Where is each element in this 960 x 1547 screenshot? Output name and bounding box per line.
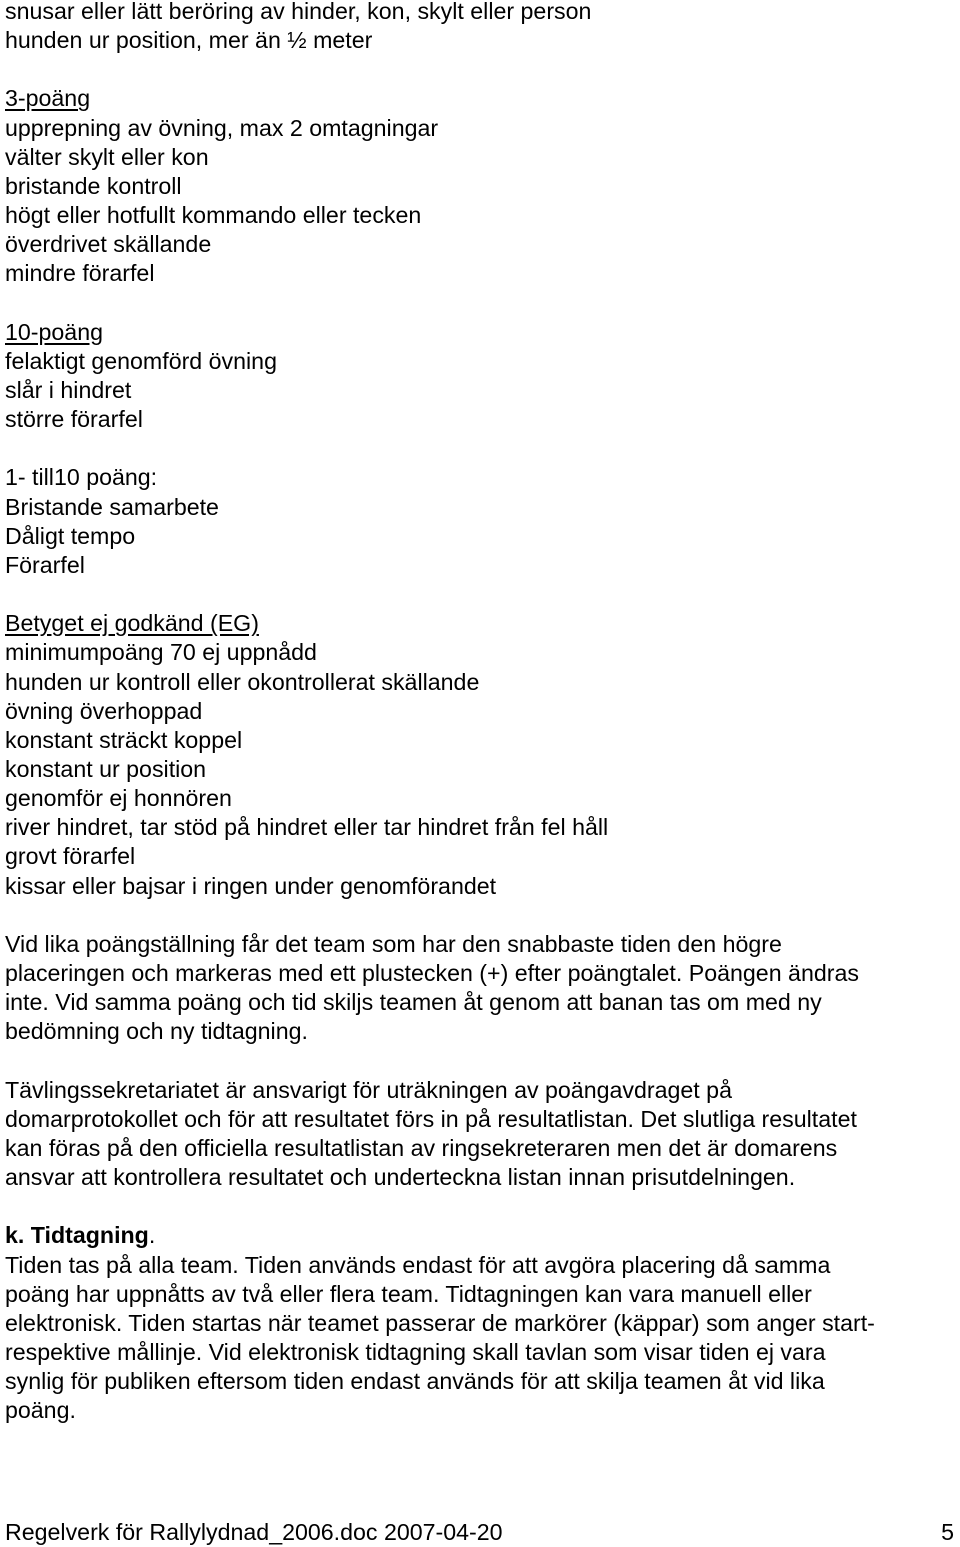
document-page <box>5 0 955 1426</box>
list-item: minimumpoäng 70 ej uppnådd <box>5 639 317 666</box>
list-item: större förarfel <box>5 406 143 433</box>
paragraph-line: inte. Vid samma poäng och tid skiljs teamen åt genom att banan tas om med ny <box>5 989 822 1016</box>
spacer <box>5 580 955 609</box>
list-item: kissar eller bajsar i ringen under genomförandet <box>5 872 497 899</box>
list-item: grovt förarfel <box>5 843 136 870</box>
paragraph-line: ansvar att kontrollera resultatet och underteckna listan innan prisutdelningen. <box>5 1164 796 1191</box>
intro-line: hunden ur position, mer än ½ meter <box>5 27 373 54</box>
list-item: slår i hindret <box>5 377 132 403</box>
list-item: bristande kontroll <box>5 172 182 199</box>
heading-suffix: . <box>148 1222 156 1249</box>
list-item: mindre förarfel <box>5 260 155 287</box>
section-heading-1-till-10: 1- till10 poäng: <box>5 464 158 491</box>
paragraph-line: Tiden tas på alla team. Tiden används endast för att avgöra placering då samma <box>5 1251 831 1278</box>
list-item: högt eller hotfullt kommando eller tecken <box>5 202 422 229</box>
heading-text: k. Tidtagning <box>5 1222 149 1249</box>
spacer <box>5 1047 955 1076</box>
paragraph-line: respektive mållinje. Vid elektronisk tidtagning skall tavlan som visar tiden ej vara <box>5 1339 826 1366</box>
spacer <box>5 1192 955 1221</box>
list-item: välter skylt eller kon <box>5 143 209 170</box>
list-item: hunden ur kontroll eller okontrollerat skällande <box>5 668 480 695</box>
paragraph-line: Tävlingssekretariatet är ansvarigt för uträkningen av poängavdraget på <box>5 1076 732 1103</box>
spacer <box>5 901 955 930</box>
list-item: genomför ej honnören <box>5 785 232 812</box>
spacer <box>5 434 955 463</box>
paragraph-secretariat <box>5 1076 955 1193</box>
list-item: river hindret, tar stöd på hindret eller tar hindret från fel håll <box>5 814 609 841</box>
paragraph-line: synlig för publiken eftersom tiden endast används för att skilja teamen åt vid lika <box>5 1368 825 1395</box>
list-item: Dåligt tempo <box>5 522 136 549</box>
list-item: konstant ur position <box>5 756 207 782</box>
intro-line: snusar eller lätt beröring av hinder, kon, skylt eller person <box>5 0 592 24</box>
paragraph-line: bedömning och ny tidtagning. <box>5 1018 308 1045</box>
list-item: Förarfel <box>5 551 85 578</box>
list-item: övning överhoppad <box>5 697 203 724</box>
paragraph-line: kan föras på den officiella resultatlistan av ringsekreteraren men det är domarens <box>5 1135 838 1161</box>
paragraph-line: poäng. <box>5 1397 76 1424</box>
paragraph-line: domarprotokollet och för att resultatet förs in på resultatlistan. Det slutliga resultatet <box>5 1105 857 1132</box>
paragraph-line: placeringen och markeras med ett plustecken (+) efter poängtalet. Poängen ändras <box>5 960 859 987</box>
list-item: konstant sträckt koppel <box>5 726 243 753</box>
paragraph-line: poäng har uppnåtts av två eller flera team. Tidtagningen kan vara manuell eller <box>5 1280 812 1307</box>
page-footer <box>5 1518 954 1547</box>
list-item: Bristande samarbete <box>5 493 219 520</box>
list-item: överdrivet skällande <box>5 231 212 258</box>
paragraph-line: Vid lika poängställning får det team som har den snabbaste tiden den högre <box>5 930 782 957</box>
list-item: felaktigt genomförd övning <box>5 347 277 374</box>
paragraph-tie-rule <box>5 930 955 1047</box>
footer-document-name: Regelverk för Rallylydnad_2006.doc 2007-04-20 <box>5 1519 503 1545</box>
section-heading-10-poang: 10-poäng <box>5 318 103 345</box>
spacer <box>5 55 955 84</box>
section-heading-3-poang: 3-poäng <box>5 85 91 112</box>
spacer <box>5 289 955 318</box>
section-heading-ej-godkand: Betyget ej godkänd (EG) <box>5 610 259 637</box>
list-item: upprepning av övning, max 2 omtagningar <box>5 114 439 141</box>
section-heading-tidtagning <box>5 1221 955 1250</box>
page-number: 5 <box>941 1519 954 1545</box>
paragraph-line: elektronisk. Tiden startas när teamet passerar de markörer (käppar) som anger start- <box>5 1309 875 1336</box>
